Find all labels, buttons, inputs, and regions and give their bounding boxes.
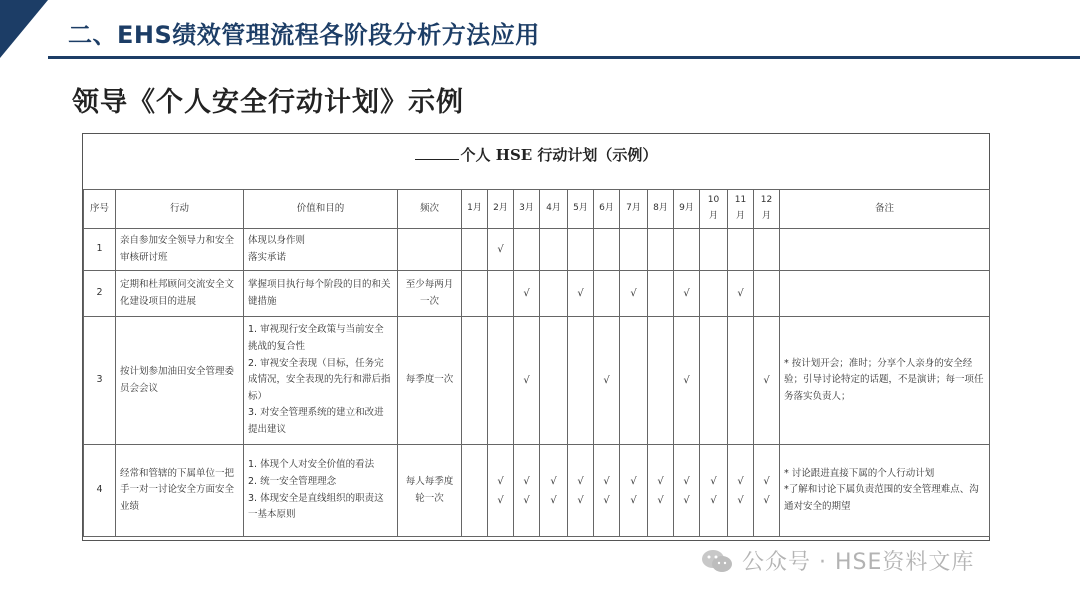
month-check xyxy=(700,317,728,445)
month-check: √ √ xyxy=(700,445,728,537)
month-check xyxy=(462,317,488,445)
month-check: √ xyxy=(728,271,754,317)
month-check xyxy=(728,229,754,271)
month-check xyxy=(540,271,568,317)
month-check: √ √ xyxy=(594,445,620,537)
table-row xyxy=(84,229,990,271)
month-check xyxy=(620,317,648,445)
header-month: 4月 xyxy=(540,190,568,229)
action-plan-table xyxy=(83,189,990,537)
month-check: √ √ xyxy=(648,445,674,537)
row-seq: 3 xyxy=(84,317,116,445)
slide-subtitle: 领导《个人安全行动计划》示例 xyxy=(72,87,464,118)
header-remark: 备注 xyxy=(780,190,990,229)
header-value: 价值和目的 xyxy=(244,190,398,229)
row-value: 掌握项目执行每个阶段的目的和关键措施 xyxy=(244,271,398,317)
month-check xyxy=(674,229,700,271)
header-month: 9月 xyxy=(674,190,700,229)
document-title-text: 个人 HSE 行动计划（示例） xyxy=(460,146,658,164)
month-check: √ √ xyxy=(674,445,700,537)
month-check: √ √ xyxy=(754,445,780,537)
month-check: √ xyxy=(488,229,514,271)
month-check xyxy=(594,271,620,317)
month-check xyxy=(594,229,620,271)
row-action: 经常和管辖的下属单位一把手一对一讨论安全方面安全业绩 xyxy=(116,445,244,537)
row-frequency xyxy=(398,229,462,271)
header-seq: 序号 xyxy=(84,190,116,229)
header-month: 6月 xyxy=(594,190,620,229)
month-check: √ xyxy=(594,317,620,445)
watermark-text xyxy=(702,545,974,576)
header-band xyxy=(0,0,1080,60)
row-action: 按计划参加油田安全管理委员会会议 xyxy=(116,317,244,445)
month-check: √ xyxy=(674,271,700,317)
row-seq: 1 xyxy=(84,229,116,271)
month-check xyxy=(540,317,568,445)
row-frequency: 每季度一次 xyxy=(398,317,462,445)
month-check xyxy=(540,229,568,271)
month-check: √ √ xyxy=(488,445,514,537)
row-remark: * 按计划开会；准时；分享个人亲身的安全经验；引导讨论特定的话题，不是演讲；每一项任务落实负责人； xyxy=(780,317,990,445)
header-month: 2月 xyxy=(488,190,514,229)
month-check: √ xyxy=(568,271,594,317)
month-check xyxy=(648,317,674,445)
month-check xyxy=(568,229,594,271)
month-check xyxy=(754,229,780,271)
row-value: 1. 审视现行安全政策与当前安全挑战的复合性 2. 审视安全表现（目标，任务完成情况，安全表现的先行和滞后指标） 3. 对安全管理系统的建立和改进提出建议 xyxy=(244,317,398,445)
month-check: √ xyxy=(754,317,780,445)
month-check: √ xyxy=(514,317,540,445)
month-check xyxy=(488,317,514,445)
header-month: 7月 xyxy=(620,190,648,229)
month-check xyxy=(620,229,648,271)
month-check xyxy=(568,317,594,445)
header-divider xyxy=(48,56,1080,59)
header-month: 1月 xyxy=(462,190,488,229)
month-check xyxy=(648,271,674,317)
row-seq: 4 xyxy=(84,445,116,537)
row-frequency: 每人每季度轮一次 xyxy=(398,445,462,537)
month-check xyxy=(514,229,540,271)
table-header-row xyxy=(84,190,990,229)
month-check: √ √ xyxy=(514,445,540,537)
row-remark: * 讨论跟进直接下属的个人行动计划 *了解和讨论下属负责范围的安全管理难点、沟通对安全的期望 xyxy=(780,445,990,537)
row-value: 体现以身作则 落实承诺 xyxy=(244,229,398,271)
document-title xyxy=(83,144,989,165)
month-check xyxy=(462,271,488,317)
page-header-title: 二、EHS绩效管理流程各阶段分析方法应用 xyxy=(68,21,540,49)
header-frequency: 频次 xyxy=(398,190,462,229)
month-check: √ xyxy=(620,271,648,317)
row-action: 亲自参加安全领导力和安全审核研讨班 xyxy=(116,229,244,271)
month-check xyxy=(754,271,780,317)
action-plan-document xyxy=(82,133,990,541)
header-month: 11月 xyxy=(728,190,754,229)
month-check: √ √ xyxy=(728,445,754,537)
header-month: 12月 xyxy=(754,190,780,229)
table-row xyxy=(84,445,990,537)
row-remark xyxy=(780,271,990,317)
row-seq: 2 xyxy=(84,271,116,317)
row-remark xyxy=(780,229,990,271)
watermark-label: 公众号 · HSE资料文库 xyxy=(742,550,975,575)
row-value: 1. 体现个人对安全价值的看法 2. 统一安全管理理念 3. 体现安全是直线组织的职责这一基本原则 xyxy=(244,445,398,537)
table-row xyxy=(84,271,990,317)
header-action: 行动 xyxy=(116,190,244,229)
month-check xyxy=(488,271,514,317)
row-frequency: 至少每两月一次 xyxy=(398,271,462,317)
header-month: 3月 xyxy=(514,190,540,229)
row-action: 定期和杜邦顾问交流安全文化建设项目的进展 xyxy=(116,271,244,317)
month-check: √ √ xyxy=(540,445,568,537)
header-month: 8月 xyxy=(648,190,674,229)
month-check xyxy=(700,229,728,271)
header-accent-shape xyxy=(0,0,48,58)
month-check: √ xyxy=(674,317,700,445)
month-check: √ xyxy=(514,271,540,317)
month-check xyxy=(700,271,728,317)
month-check: √ √ xyxy=(620,445,648,537)
table-row xyxy=(84,317,990,445)
month-check xyxy=(462,445,488,537)
header-month: 10月 xyxy=(700,190,728,229)
header-month: 5月 xyxy=(568,190,594,229)
month-check xyxy=(728,317,754,445)
month-check xyxy=(648,229,674,271)
month-check xyxy=(462,229,488,271)
month-check: √ √ xyxy=(568,445,594,537)
name-blank xyxy=(415,147,459,160)
